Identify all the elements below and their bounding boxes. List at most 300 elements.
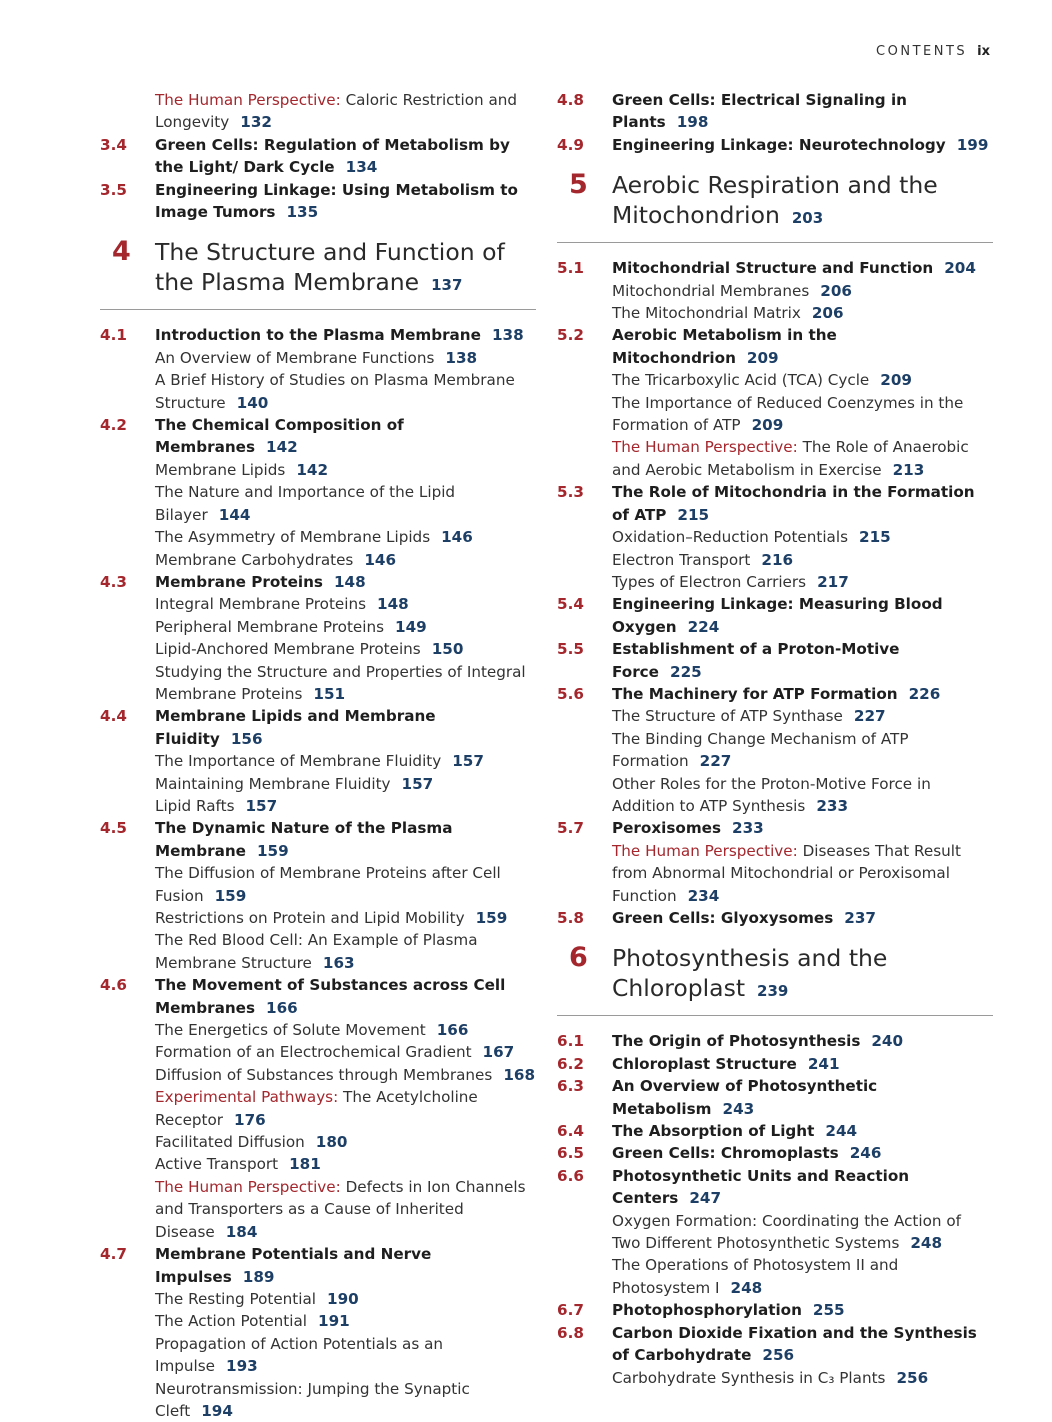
toc-left-column: [100, 89, 536, 1422]
entry-page-number: 181: [289, 1155, 321, 1174]
chapter-heading: [557, 943, 993, 1016]
entry-title: [100, 414, 536, 459]
section-number: 6.5: [557, 1144, 584, 1163]
entry-page-number: 148: [333, 572, 366, 591]
section-number: 5.3: [557, 483, 584, 502]
entry-page-number: 190: [327, 1289, 359, 1308]
entry-title: [557, 1053, 993, 1075]
entry-text: The Action Potential: [155, 1312, 308, 1331]
entry-page-number: 199: [956, 135, 989, 154]
entry-page-number: 256: [762, 1346, 795, 1365]
entry-text: Membrane Lipids: [155, 460, 286, 479]
entry-title: [557, 1322, 993, 1367]
entry-text: Lipid-Anchored Membrane Proteins: [155, 640, 421, 659]
entry-text: The Structure of ATP Synthase: [612, 707, 843, 726]
entry-text: Oxidation–Reduction Potentials: [612, 528, 848, 547]
entry-title: [100, 1176, 536, 1243]
entry-page-number: 215: [859, 528, 891, 547]
entry-page-number: 134: [345, 158, 378, 177]
toc-subentry: [100, 459, 536, 481]
entry-page-number: 150: [431, 640, 464, 659]
entry-page-number: 243: [722, 1099, 755, 1118]
toc-subentry: [100, 773, 536, 795]
entry-title: [100, 526, 536, 548]
entry-title: [557, 392, 993, 437]
toc-subentry: [100, 1019, 536, 1041]
entry-title: [100, 638, 536, 660]
entry-title: [557, 1142, 993, 1164]
entry-text: Formation of an Electrochemical Gradient: [155, 1043, 472, 1062]
section-number: 3.5: [100, 180, 127, 199]
chapter-number: 5: [569, 169, 588, 201]
entry-text: Defects in Ion Channels and Transporters as a Cause of Inherited Disease: [155, 1177, 526, 1241]
entry-title: [557, 526, 993, 548]
entry-title: [100, 1131, 536, 1153]
section-number: 5.8: [557, 909, 584, 927]
entry-page-number: 209: [746, 348, 779, 367]
toc-subentry: [100, 549, 536, 571]
entry-text: The Binding Change Mechanism of ATP Formation: [612, 729, 909, 771]
entry-title: [100, 773, 536, 795]
toc-section-entry: [100, 1243, 536, 1288]
section-number: 6.1: [557, 1032, 584, 1051]
entry-page-number: 248: [730, 1278, 763, 1297]
entry-title: [100, 1019, 536, 1041]
entry-page-number: 132: [240, 113, 272, 132]
entry-text: Diffusion of Substances through Membranes: [155, 1065, 493, 1084]
toc-subentry: [100, 795, 536, 817]
entry-page-number: 255: [812, 1301, 845, 1320]
section-number: 6.3: [557, 1077, 584, 1096]
toc-subentry: [557, 280, 993, 302]
entry-title: [100, 907, 536, 929]
entry-title: [100, 1041, 536, 1063]
section-number: 4.8: [557, 91, 584, 109]
section-number: 6.6: [557, 1166, 584, 1185]
entry-text: The Role of Mitochondria in the Formation of ATP: [612, 483, 975, 524]
toc-section-entry: [100, 134, 536, 179]
entry-title: [100, 750, 536, 772]
entry-page-number: 148: [377, 595, 409, 614]
entry-page-number: 237: [844, 909, 876, 927]
entry-text: Maintaining Membrane Fluidity: [155, 774, 391, 793]
entry-text: Mitochondrial Structure and Function: [612, 259, 934, 278]
entry-text: The Movement of Substances across Cell Membranes: [155, 976, 506, 1017]
entry-text: Integral Membrane Proteins: [155, 595, 367, 614]
chapter-title: The Structure and Function of the Plasma Membrane: [155, 238, 505, 297]
entry-title: [100, 974, 536, 1019]
toc-subentry: [557, 549, 993, 571]
entry-title: [100, 1378, 536, 1422]
toc-subentry: [100, 862, 536, 907]
entry-text: Membrane Lipids and Membrane Fluidity: [155, 707, 436, 748]
entry-title: [100, 705, 536, 750]
entry-page-number: 157: [401, 774, 434, 793]
entry-page-number: 204: [944, 259, 976, 278]
entry-page-number: 213: [892, 460, 925, 479]
entry-text: Carbon Dioxide Fixation and the Synthesis of Carbohydrate: [612, 1323, 977, 1365]
entry-text: Chloroplast Structure: [612, 1054, 797, 1073]
chapter-heading: [557, 170, 993, 243]
entry-page-number: 206: [820, 281, 852, 300]
entry-title: [557, 369, 993, 391]
entry-text: The Red Blood Cell: An Example of Plasma Membrane Structure: [155, 931, 478, 972]
entry-title: [557, 1120, 993, 1142]
toc-subentry: [557, 1254, 993, 1299]
entry-text: The Importance of Reduced Coenzymes in the Formation of ATP: [612, 393, 964, 435]
toc-section-entry: [557, 907, 993, 929]
toc-subentry: [557, 436, 993, 481]
entry-title: [100, 134, 536, 179]
entry-text: The Absorption of Light: [612, 1122, 815, 1141]
entry-page-number: 166: [266, 998, 298, 1017]
entry-page-number: 157: [245, 796, 278, 815]
toc-section-entry: [557, 1165, 993, 1210]
entry-title: [100, 1333, 536, 1378]
toc-right-column: [557, 89, 993, 1389]
toc-section-entry: [557, 134, 993, 156]
toc-subentry: [100, 907, 536, 929]
entry-title: [557, 817, 993, 839]
toc-section-entry: [557, 481, 993, 526]
toc-section-entry: [100, 179, 536, 224]
toc-section-entry: [100, 414, 536, 459]
entry-text: Electron Transport: [612, 550, 751, 569]
entry-title: [100, 593, 536, 615]
toc-subentry: [557, 369, 993, 391]
entry-title: [557, 436, 993, 481]
feature-label: The Human Perspective:: [155, 91, 341, 109]
entry-page-number: 146: [441, 528, 473, 547]
section-number: 6.2: [557, 1054, 584, 1073]
entry-title: [100, 324, 536, 346]
entry-text: Restrictions on Protein and Lipid Mobility: [155, 909, 465, 927]
entry-text: Engineering Linkage: Neurotechnology: [612, 135, 946, 154]
entry-title: [100, 1243, 536, 1288]
chapter-page-number: 203: [791, 209, 824, 228]
entry-page-number: 176: [234, 1110, 266, 1129]
entry-text: Green Cells: Glyoxysomes: [612, 909, 834, 927]
toc-section-entry: [557, 1053, 993, 1075]
section-number: 5.5: [557, 640, 584, 659]
entry-text: Engineering Linkage: Measuring Blood Oxygen: [612, 595, 943, 636]
entry-page-number: 247: [689, 1189, 722, 1208]
toc-subentry: [557, 840, 993, 907]
section-number: 5.4: [557, 595, 584, 614]
entry-page-number: 194: [201, 1401, 233, 1420]
toc-subentry: [100, 1310, 536, 1332]
entry-page-number: 144: [218, 505, 251, 524]
toc-section-entry: [557, 638, 993, 683]
entry-text: Aerobic Metabolism in the Mitochondrion: [612, 326, 837, 367]
entry-title: [100, 1064, 536, 1086]
entry-text: The Tricarboxylic Acid (TCA) Cycle: [612, 371, 870, 390]
entry-title: [100, 89, 536, 134]
entry-text: The Machinery for ATP Formation: [612, 684, 898, 703]
section-number: 6.4: [557, 1122, 584, 1141]
toc-subentry: [100, 750, 536, 772]
entry-page-number: 167: [482, 1043, 515, 1062]
entry-title: [100, 459, 536, 481]
entry-text: Peroxisomes: [612, 819, 721, 838]
toc-subentry: [100, 929, 536, 974]
entry-page-number: 189: [242, 1267, 275, 1286]
entry-text: A Brief History of Studies on Plasma Membrane Structure: [155, 371, 515, 412]
entry-title: [100, 929, 536, 974]
toc-subentry: [100, 89, 536, 134]
entry-text: Neurotransmission: Jumping the Synaptic Cleft: [155, 1379, 470, 1420]
toc-subentry: [100, 347, 536, 369]
entry-text: The Resting Potential: [155, 1289, 317, 1308]
entry-page-number: 225: [670, 662, 702, 681]
entry-title: [100, 1153, 536, 1175]
toc-section-entry: [557, 257, 993, 279]
entry-title: [100, 369, 536, 414]
toc-subentry: [557, 728, 993, 773]
section-number: 5.7: [557, 819, 584, 838]
entry-title: [557, 773, 993, 818]
entry-text: The Energetics of Solute Movement: [155, 1021, 426, 1040]
entry-title: [557, 593, 993, 638]
section-number: 4.7: [100, 1245, 127, 1264]
entry-text: Facilitated Diffusion: [155, 1133, 305, 1152]
entry-title: [557, 280, 993, 302]
toc-section-entry: [557, 1299, 993, 1321]
entry-text: The Asymmetry of Membrane Lipids: [155, 528, 431, 547]
entry-title: [557, 257, 993, 279]
toc-subentry: [100, 1333, 536, 1378]
entry-page-number: 227: [699, 752, 732, 771]
entry-page-number: 159: [475, 909, 508, 927]
entry-text: Propagation of Action Potentials as an Impulse: [155, 1334, 444, 1376]
entry-text: Photosynthetic Units and Reaction Centers: [612, 1166, 910, 1208]
entry-page-number: 209: [880, 371, 912, 390]
chapter-title: Photosynthesis and the Chloroplast: [612, 944, 888, 1003]
entry-title: [557, 705, 993, 727]
entry-title: [557, 571, 993, 593]
entry-title: [557, 1165, 993, 1210]
toc-subentry: [100, 1131, 536, 1153]
entry-title: [557, 1075, 993, 1120]
entry-page-number: 168: [503, 1065, 536, 1084]
entry-title: [557, 481, 993, 526]
entry-text: Oxygen Formation: Coordinating the Action of Two Different Photosynthetic Systems: [612, 1211, 961, 1253]
entry-page-number: 135: [286, 203, 319, 222]
entry-page-number: 198: [676, 113, 709, 132]
entry-title: [557, 549, 993, 571]
entry-text: Active Transport: [155, 1155, 279, 1174]
toc-section-entry: [100, 817, 536, 862]
toc-subentry: [100, 1064, 536, 1086]
entry-title: [557, 840, 993, 907]
entry-page-number: 142: [296, 460, 329, 479]
section-number: 5.1: [557, 259, 584, 278]
entry-title: [557, 324, 993, 369]
entry-text: Mitochondrial Membranes: [612, 281, 810, 300]
entry-page-number: 248: [910, 1234, 943, 1253]
toc-section-entry: [100, 974, 536, 1019]
entry-page-number: 224: [687, 617, 720, 636]
chapter-heading: [100, 237, 536, 310]
header-label: CONTENTS: [876, 44, 968, 59]
entry-title: [557, 89, 993, 134]
page-number: ix: [977, 44, 990, 59]
feature-label: The Human Perspective:: [612, 438, 798, 457]
toc-section-entry: [557, 1030, 993, 1052]
toc-subentry: [557, 773, 993, 818]
entry-page-number: 193: [226, 1357, 258, 1376]
feature-label: The Human Perspective:: [612, 841, 798, 860]
entry-text: The Mitochondrial Matrix: [612, 304, 801, 323]
entry-title: [100, 817, 536, 862]
entry-text: Lipid Rafts: [155, 796, 235, 815]
toc-section-entry: [557, 1075, 993, 1120]
entry-text: Membrane Proteins: [155, 572, 323, 591]
entry-page-number: 226: [908, 684, 941, 703]
entry-title: [100, 1288, 536, 1310]
toc-subentry: [100, 593, 536, 615]
toc-subentry: [100, 616, 536, 638]
entry-text: Photophosphorylation: [612, 1301, 802, 1320]
entry-page-number: 146: [364, 550, 397, 569]
toc-subentry: [100, 1288, 536, 1310]
toc-section-entry: [100, 571, 536, 593]
entry-page-number: 166: [436, 1021, 469, 1040]
section-number: 4.1: [100, 326, 127, 345]
toc-subentry: [557, 705, 993, 727]
entry-text: The Nature and Importance of the Lipid Bilayer: [155, 483, 456, 524]
entry-text: The Importance of Membrane Fluidity: [155, 752, 442, 771]
chapter-title: Aerobic Respiration and the Mitochondrion: [612, 171, 938, 230]
entry-page-number: 209: [751, 416, 784, 435]
toc-subentry: [557, 392, 993, 437]
entry-title: [100, 1086, 536, 1131]
section-number: 4.6: [100, 976, 127, 995]
entry-page-number: 256: [896, 1368, 929, 1387]
entry-page-number: 159: [214, 886, 247, 905]
entry-page-number: 149: [395, 617, 427, 636]
section-number: 6.7: [557, 1301, 584, 1320]
toc-section-entry: [557, 324, 993, 369]
toc-subentry: [557, 526, 993, 548]
entry-page-number: 163: [322, 953, 355, 972]
entry-title: [100, 661, 536, 706]
toc-subentry: [100, 638, 536, 660]
entry-title: [557, 134, 993, 156]
entry-page-number: 227: [853, 707, 886, 726]
entry-text: The Origin of Photosynthesis: [612, 1032, 861, 1051]
entry-page-number: 156: [230, 729, 263, 748]
entry-page-number: 244: [825, 1122, 858, 1141]
toc-section-entry: [557, 683, 993, 705]
toc-section-entry: [557, 593, 993, 638]
entry-page-number: 180: [315, 1133, 348, 1152]
chapter-divider: [100, 309, 536, 310]
toc-section-entry: [100, 324, 536, 346]
running-header: [876, 44, 990, 59]
entry-page-number: 215: [677, 505, 710, 524]
chapter-divider: [557, 242, 993, 243]
entry-page-number: 206: [811, 304, 844, 323]
entry-text: Caloric Restriction and Longevity: [155, 91, 518, 132]
entry-title: [100, 549, 536, 571]
entry-page-number: 233: [816, 796, 849, 815]
feature-label: The Human Perspective:: [155, 1177, 341, 1196]
toc-subentry: [557, 302, 993, 324]
entry-text: The Chemical Composition of Membranes: [155, 416, 404, 457]
entry-page-number: 140: [236, 393, 269, 412]
entry-title: [557, 907, 993, 929]
chapter-number: 4: [112, 236, 131, 268]
entry-text: The Operations of Photosystem II and Photosystem I: [612, 1256, 899, 1297]
entry-title: [100, 571, 536, 593]
entry-text: Establishment of a Proton-Motive Force: [612, 640, 900, 681]
entry-title: [100, 616, 536, 638]
entry-title: [557, 638, 993, 683]
entry-text: Introduction to the Plasma Membrane: [155, 326, 481, 345]
toc-section-entry: [557, 89, 993, 134]
section-number: 6.8: [557, 1323, 584, 1342]
entry-title: [100, 1310, 536, 1332]
entry-text: Peripheral Membrane Proteins: [155, 617, 385, 636]
entry-text: Other Roles for the Proton-Motive Force in Addition to ATP Synthesis: [612, 774, 931, 815]
toc-subentry: [100, 1176, 536, 1243]
entry-text: Green Cells: Chromoplasts: [612, 1144, 839, 1163]
entry-title: [100, 862, 536, 907]
entry-page-number: 216: [761, 550, 794, 569]
section-number: 4.5: [100, 819, 127, 838]
toc-subentry: [100, 1153, 536, 1175]
chapter-number: 6: [569, 942, 588, 974]
toc-section-entry: [557, 817, 993, 839]
entry-page-number: 138: [445, 348, 478, 367]
entry-page-number: 191: [318, 1312, 350, 1331]
section-number: 4.9: [557, 135, 584, 154]
chapter-divider: [557, 1015, 993, 1016]
section-number: 4.2: [100, 416, 127, 435]
entry-page-number: 159: [256, 841, 289, 860]
entry-text: Engineering Linkage: Using Metabolism to Image Tumors: [155, 180, 518, 222]
entry-title: [557, 728, 993, 773]
entry-title: [557, 1254, 993, 1299]
entry-text: Green Cells: Regulation of Metabolism by the Light/ Dark Cycle: [155, 135, 510, 177]
entry-text: Studying the Structure and Properties of Integral Membrane Proteins: [155, 662, 526, 703]
entry-text: The Role of Anaerobic and Aerobic Metabolism in Exercise: [612, 438, 969, 479]
toc-subentry: [557, 1210, 993, 1255]
entry-title: [100, 347, 536, 369]
entry-page-number: 241: [807, 1054, 840, 1073]
toc-subentry: [100, 481, 536, 526]
toc-subentry: [100, 526, 536, 548]
entry-title: [100, 795, 536, 817]
entry-title: [557, 1210, 993, 1255]
entry-text: The Acetylcholine Receptor: [155, 1088, 478, 1129]
entry-page-number: 138: [491, 326, 524, 345]
entry-title: [557, 1367, 993, 1389]
entry-text: Carbohydrate Synthesis in C₃ Plants: [612, 1368, 886, 1387]
entry-page-number: 233: [732, 819, 764, 838]
toc-section-entry: [557, 1120, 993, 1142]
entry-page-number: 217: [817, 572, 849, 591]
entry-title: [557, 683, 993, 705]
entry-text: The Diffusion of Membrane Proteins after Cell Fusion: [155, 864, 501, 905]
toc-subentry: [100, 1378, 536, 1422]
entry-page-number: 246: [849, 1144, 882, 1163]
entry-title: [557, 302, 993, 324]
toc-subentry: [557, 571, 993, 593]
toc-section-entry: [557, 1142, 993, 1164]
entry-title: [557, 1030, 993, 1052]
